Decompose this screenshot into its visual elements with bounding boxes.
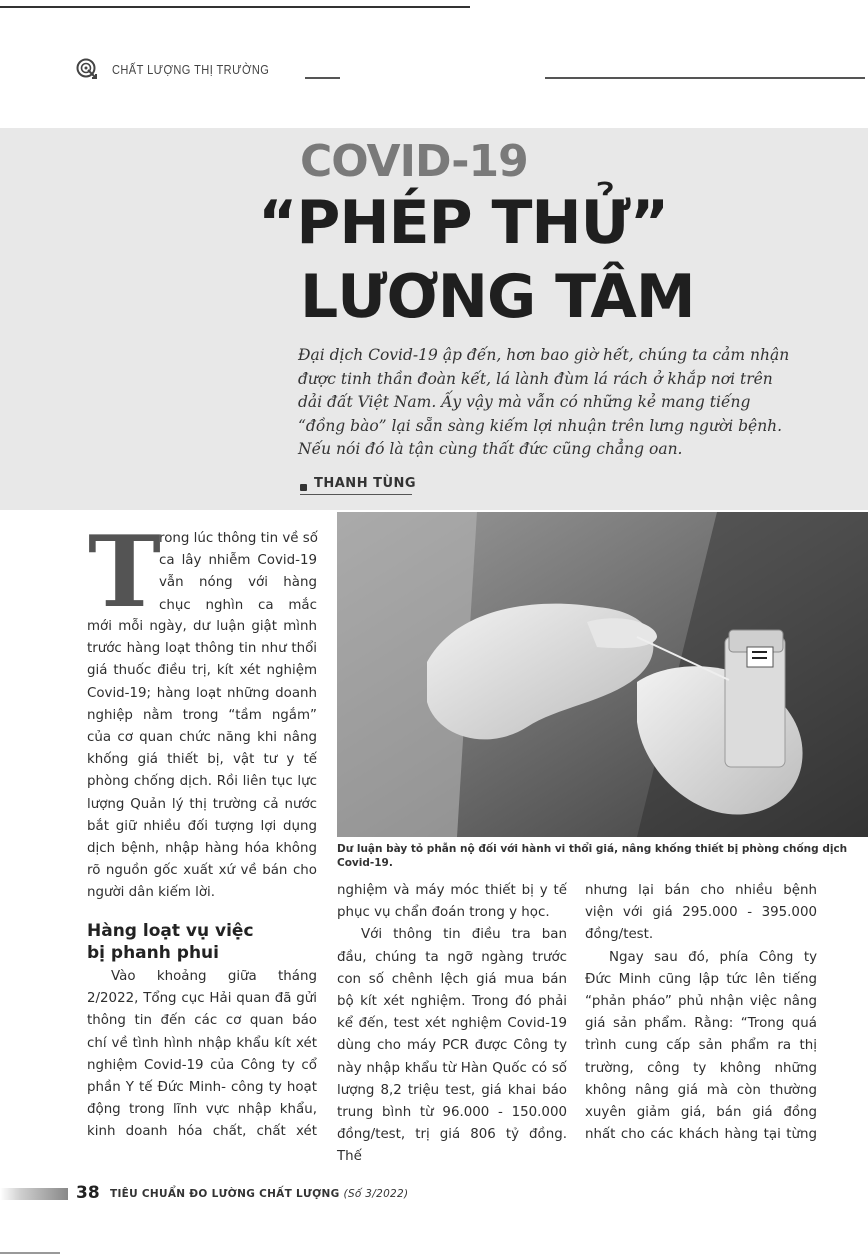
top-rule xyxy=(0,6,470,8)
target-icon xyxy=(76,58,98,80)
author-rule xyxy=(300,494,412,495)
column-1-body: mới mỗi ngày, dư luận giật mình trước hàng loạt thông tin như thổi giá thuốc điều trị, kít xét nghiệm Covid-19; hàng loạt những doanh nghiệp nằm trong “tầm ngắm” của cơ quan chức năng khi nâng khống giá thiết bị, vật tư y tế phòng chống dịch. Rồi liên tục lực lượng Quản lý thị trường cả nước bắt giữ nhiều đối tượng lợi dụng dịch bệnh, nhập hàng hóa không rõ nguồn gốc xuất xứ về bán cho người dân kiếm lời. xyxy=(87,619,317,901)
author-byline: THANH TÙNG xyxy=(314,476,417,491)
footer-gradient-bar xyxy=(0,1188,68,1200)
headline-line-2: LƯƠNG TÂM xyxy=(300,262,695,332)
title-kicker: COVID-19 xyxy=(300,136,528,187)
author-bullet-icon xyxy=(300,484,307,491)
header-rule xyxy=(545,77,865,79)
column-2: nghiệm và máy móc thiết bị y tế phục vụ chẩn đoán trong y học. Với thông tin điều tra ban đầu, chúng ta ngỡ ngàng trước con số chênh lệch giá mua bán bộ kít xét nghiệm. Trong đó phải kể đến, test xét nghiệm Covid-19 dùng cho máy PCR được Công ty này nhập khẩu từ Hàn Quốc có số lượng 8,2 triệu test, giá khai báo trung bình từ 96.000 - 150.000 đồng/test, trị giá 806 tỷ đồng. Thế xyxy=(337,883,567,1165)
article-photo xyxy=(337,512,868,837)
issue-number: (Số 3/2022) xyxy=(343,1188,409,1200)
headline-line-1: “PHÉP THỬ” xyxy=(258,188,669,258)
subheading: Hàng loạt vụ việc bị phanh phui xyxy=(87,921,254,963)
column-1-body-continued: Vào khoảng giữa tháng 2/2022, Tổng cục Hải quan đã gửi thông tin đến các cơ quan báo chí về tình hình nhập khẩu kít xét nghiệm Covid-19 của Công ty cổ phần Y tế Đức Minh- công ty hoạt động trong lĩnh vực nhập khẩu, kinh doanh hóa chất, chất xét xyxy=(87,969,317,1140)
column-3: nhưng lại bán cho nhiều bệnh viện với giá 295.000 - 395.000 đồng/test. Ngay sau đó, phía Công ty Đức Minh cũng lập tức lên tiếng “phản pháo” phủ nhận việc nâng giá sản phẩm. Rằng: “Trong quá trình cung cấp sản phẩm ra thị trường, công ty không những không nâng giá mà còn thường xuyên giảm giá, bán giá đồng nhất cho các khách hàng tại từng xyxy=(585,883,817,1143)
publication-name: TIÊU CHUẨN ĐO LƯỜNG CHẤT LƯỢNG (Số 3/2022) xyxy=(110,1188,409,1200)
header-rule xyxy=(305,77,340,79)
lede: Đại dịch Covid-19 ập đến, hơn bao giờ hết, chúng ta cảm nhận được tinh thần đoàn kết, lá lành đùm lá rách ở khắp nơi trên dải đất Việt Nam. Ấy vậy mà vẫn có những kẻ mang tiếng “đồng bào” lại sẵn sàng kiếm lợi nhuận trên lưng người bệnh. Nếu nói đó là tận cùng thất đức cũng chẳng oan. xyxy=(298,346,790,458)
bottom-rule xyxy=(0,1252,60,1254)
drop-cap: T xyxy=(88,515,161,630)
page-number: 38 xyxy=(76,1183,100,1203)
photo-caption: Dư luận bày tỏ phẫn nộ đối với hành vi thổi giá, nâng khống thiết bị phòng chống dịch Covid-19. xyxy=(337,843,848,869)
column-1-lead: rong lúc thông tin về số ca lây nhiễm Covid-19 vẫn nóng với hàng chục nghìn ca mắc xyxy=(159,531,318,613)
section-label: CHẤT LƯỢNG THỊ TRƯỜNG xyxy=(112,62,270,77)
